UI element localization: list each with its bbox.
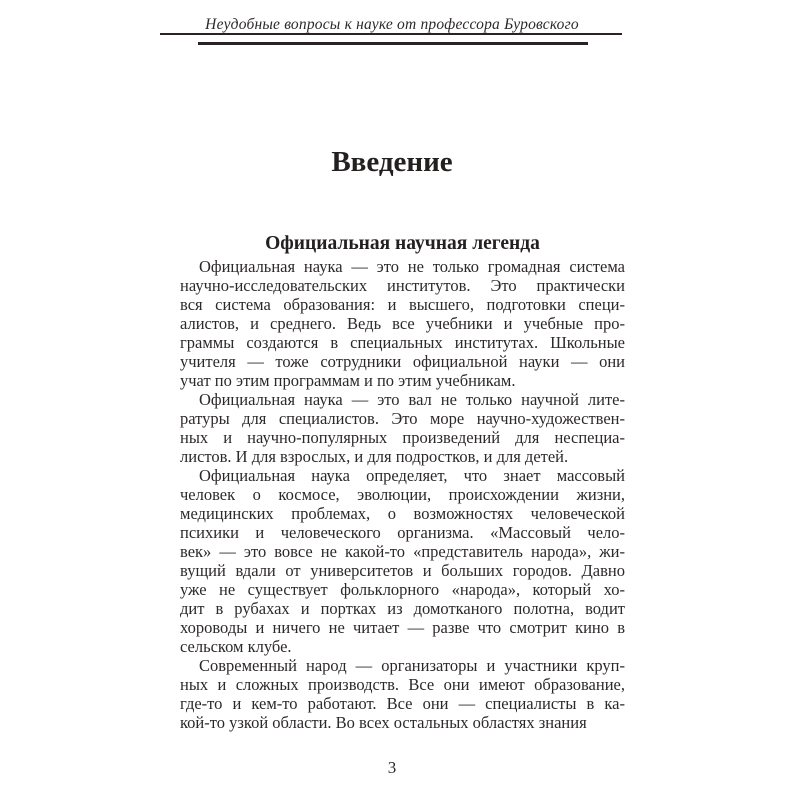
body-text-line: дит в рубахах и портках из домотканого полотна, водит xyxy=(180,599,625,618)
body-text-line: учат по этим программам и по этим учебникам. xyxy=(180,371,516,390)
body-text-line: граммы создаются в специальных институтах. Школьные xyxy=(180,333,625,352)
body-text-line: век» — это вовсе не какой-то «представитель народа», жи- xyxy=(180,542,625,561)
body-text-line: листов. И для взрослых, и для подростков, и для детей. xyxy=(180,447,569,466)
body-text-line: ных и сложных производств. Все они имеют образование, xyxy=(180,675,625,694)
body-text-line: вся система образования: и высшего, подготовки специ- xyxy=(180,295,625,314)
header-rule-top xyxy=(160,33,622,35)
body-text-line: уже не существует фольклорного «народа», который хо- xyxy=(180,580,625,599)
body-text-line: учителя — тоже сотрудники официальной науки — они xyxy=(180,352,625,371)
body-text-line: психики и человеческого организма. «Массовый чело- xyxy=(180,523,625,542)
body-text-line: Официальная наука — это не только громадная система xyxy=(199,257,625,276)
chapter-title: Введение xyxy=(331,146,453,178)
body-text-line: где-то и кем-то работают. Все они — специалисты в ка- xyxy=(180,694,625,713)
header-rule-bottom xyxy=(198,42,588,45)
body-text-line: медицинских проблемах, о возможностях человеческой xyxy=(180,504,625,523)
body-text-line: алистов, и среднего. Ведь все учебники и учебные про- xyxy=(180,314,625,333)
body-text-line: ратуры для специалистов. Это море научно-художествен- xyxy=(180,409,625,428)
section-heading: Официальная научная легенда xyxy=(265,233,540,254)
running-header: Неудобные вопросы к науке от профессора Буровского xyxy=(205,16,579,33)
body-text-line: научно-исследовательских институтов. Это практически xyxy=(180,276,625,295)
body-text-line: Современный народ — организаторы и участники круп- xyxy=(199,656,625,675)
body-text-line: вущий вдали от университетов и больших городов. Давно xyxy=(180,561,625,580)
body-text-line: Официальная наука определяет, что знает массовый xyxy=(199,466,625,485)
body-text xyxy=(180,257,625,732)
page-number: 3 xyxy=(387,758,397,777)
body-text-line: ных и научно-популярных произведений для неспециа- xyxy=(180,428,625,447)
body-text-line: кой-то узкой области. Во всех остальных областях знания xyxy=(180,713,587,732)
body-text-line: человек о космосе, эволюции, происхождении жизни, xyxy=(180,485,625,504)
body-text-line: хороводы и ничего не читает — разве что смотрит кино в xyxy=(180,618,625,637)
body-text-line: сельском клубе. xyxy=(180,637,292,656)
body-text-line: Официальная наука — это вал не только научной лите- xyxy=(199,390,625,409)
